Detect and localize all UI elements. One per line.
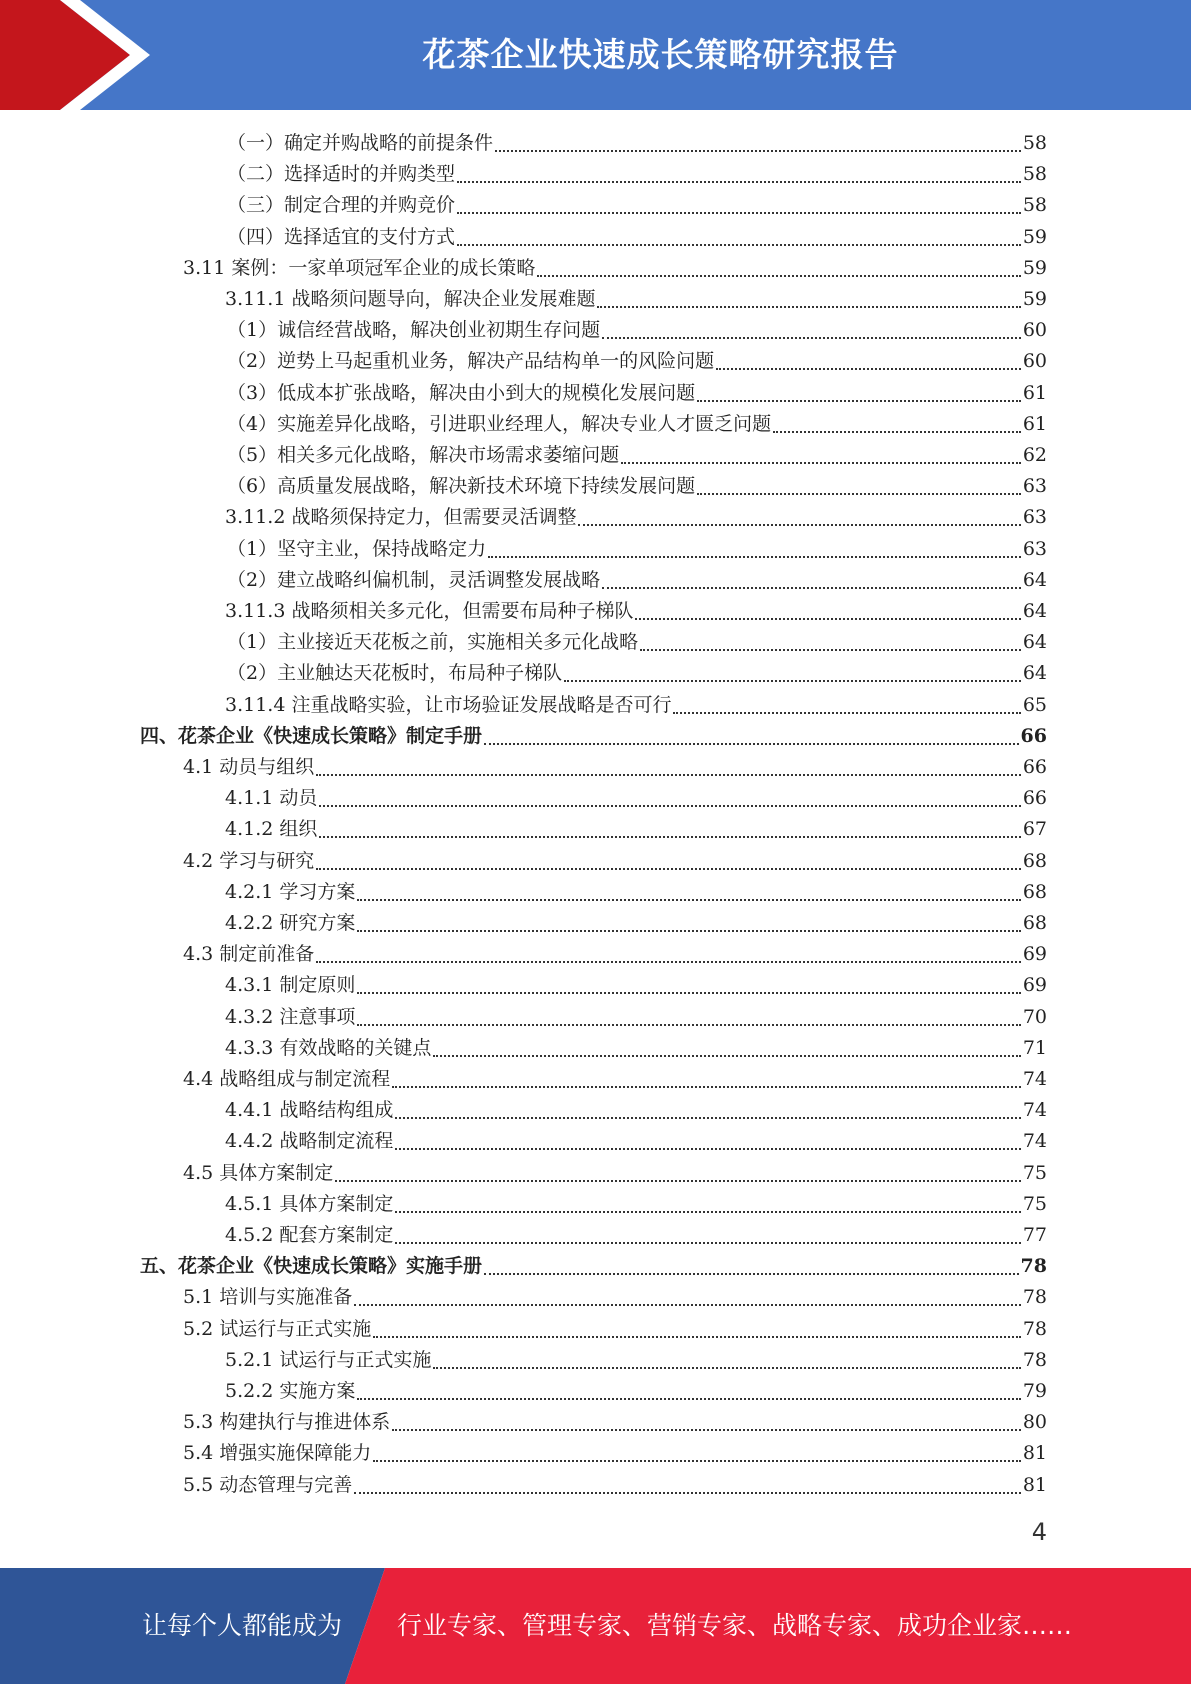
toc-leader-dots	[433, 1054, 1020, 1057]
toc-entry-page: 81	[1022, 1473, 1047, 1496]
toc-leader-dots	[395, 1116, 1020, 1119]
toc-entry[interactable]	[225, 908, 1047, 939]
toc-leader-dots	[357, 991, 1020, 994]
toc-leader-dots	[457, 243, 1021, 246]
toc-leader-dots	[640, 648, 1021, 651]
toc-leader-dots	[697, 492, 1021, 495]
toc-entry-page: 78	[1022, 1348, 1047, 1371]
toc-leader-dots	[357, 1023, 1020, 1026]
toc-entry-page: 78	[1020, 1255, 1047, 1278]
toc-entry[interactable]	[227, 534, 1047, 565]
toc-leader-dots	[773, 430, 1021, 433]
toc-entry-page: 68	[1022, 880, 1047, 903]
toc-leader-dots	[354, 1491, 1021, 1494]
toc-entry-page: 69	[1022, 943, 1047, 966]
toc-leader-dots	[602, 336, 1021, 339]
toc-entry-label: 五、花茶企业《快速成长策略》实施手册	[140, 1255, 483, 1278]
toc-leader-dots	[395, 1241, 1020, 1244]
toc-entry-page: 74	[1022, 1099, 1047, 1122]
toc-entry-page: 58	[1022, 194, 1047, 217]
toc-entry-label: （二）选择适时的并购类型	[227, 163, 456, 186]
toc-leader-dots	[716, 367, 1021, 370]
toc-entry[interactable]	[183, 752, 1047, 783]
toc-entry-page: 81	[1022, 1442, 1047, 1465]
toc-entry-label: （5）相关多元化战略，解决市场需求萎缩问题	[227, 444, 620, 466]
toc-leader-dots	[392, 1428, 1021, 1431]
footer-slogan-left: 让每个人都能成为	[142, 1611, 343, 1640]
toc-entry[interactable]	[227, 378, 1047, 409]
toc-entry[interactable]	[225, 502, 1047, 533]
toc-entry-label: 4.1.1 动员	[225, 787, 318, 810]
toc-entry-label: 5.1 培训与实施准备	[183, 1286, 353, 1309]
toc-leader-dots	[319, 835, 1020, 838]
toc-entry[interactable]	[183, 939, 1047, 970]
toc-entry-label: 4.3.3 有效战略的关键点	[225, 1036, 432, 1059]
toc-entry-label: 4.5 具体方案制定	[183, 1161, 334, 1184]
toc-leader-dots	[484, 1272, 1019, 1275]
toc-entry-page: 78	[1022, 1317, 1047, 1340]
toc-entry-label: 5.2.2 实施方案	[225, 1380, 356, 1402]
toc-leader-dots	[457, 211, 1021, 214]
toc-leader-dots	[335, 1179, 1021, 1182]
toc-entry-label: （四）选择适宜的支付方式	[227, 225, 456, 248]
toc-entry-label: 3.11.1 战略须问题导向，解决企业发展难题	[225, 288, 596, 310]
toc-entry[interactable]	[227, 627, 1047, 658]
toc-entry-label: 4.2.1 学习方案	[225, 880, 356, 903]
toc-leader-dots	[621, 461, 1021, 464]
toc-entry-label: 5.3 构建执行与推进体系	[183, 1411, 391, 1434]
toc-entry-page: 66	[1020, 724, 1047, 747]
toc-entry-page: 63	[1022, 506, 1047, 529]
toc-leader-dots	[319, 804, 1020, 807]
toc-leader-dots	[457, 180, 1021, 183]
toc-entry[interactable]	[140, 1251, 1047, 1282]
toc-entry-label: 5.4 增强实施保障能力	[183, 1442, 372, 1465]
toc-entry-page: 77	[1022, 1224, 1047, 1246]
toc-leader-dots	[357, 1397, 1020, 1400]
toc-entry-label: 4.5.2 配套方案制定	[225, 1224, 394, 1246]
toc-entry-label: 4.2.2 研究方案	[225, 912, 356, 934]
toc-entry-label: 3.11 案例：一家单项冠军企业的成长策略	[183, 256, 536, 279]
toc-entry-label: 4.4.2 战略制定流程	[225, 1130, 394, 1153]
toc-leader-dots	[316, 960, 1021, 963]
toc-entry-page: 62	[1022, 444, 1047, 466]
toc-entry-page: 75	[1022, 1161, 1047, 1184]
toc-entry[interactable]	[225, 1376, 1047, 1407]
toc-leader-dots	[392, 1085, 1021, 1088]
toc-entry[interactable]	[183, 1282, 1047, 1313]
toc-entry-label: 3.11.3 战略须相关多元化，但需要布局种子梯队	[225, 600, 634, 622]
toc-entry-label: （1）诚信经营战略，解决创业初期生存问题	[227, 319, 601, 342]
toc-entry[interactable]	[225, 596, 1047, 627]
toc-leader-dots	[433, 1366, 1020, 1369]
toc-entry[interactable]	[183, 1407, 1047, 1438]
toc-entry-label: 4.3 制定前准备	[183, 943, 315, 966]
toc-entry-page: 71	[1022, 1036, 1047, 1059]
toc-entry[interactable]	[227, 159, 1047, 190]
toc-leader-dots	[564, 679, 1021, 682]
toc-entry[interactable]	[225, 1033, 1047, 1064]
toc-entry-page: 66	[1022, 787, 1047, 810]
toc-leader-dots	[578, 523, 1020, 526]
toc-entry-label: 4.1.2 组织	[225, 818, 318, 841]
toc-entry[interactable]	[225, 1189, 1047, 1220]
toc-entry[interactable]	[183, 846, 1047, 877]
toc-entry-page: 78	[1022, 1286, 1047, 1309]
toc-leader-dots	[395, 1210, 1020, 1213]
toc-entry[interactable]	[225, 814, 1047, 845]
toc-entry-page: 69	[1022, 974, 1047, 997]
toc-leader-dots	[373, 1459, 1021, 1462]
toc-entry-label: （3）低成本扩张战略，解决由小到大的规模化发展问题	[227, 381, 696, 404]
toc-entry[interactable]	[227, 315, 1047, 346]
toc-entry-page: 64	[1022, 631, 1047, 654]
toc-entry-label: 4.3.2 注意事项	[225, 1005, 356, 1028]
toc-entry[interactable]	[183, 1470, 1047, 1501]
toc-entry[interactable]	[227, 190, 1047, 221]
toc-entry-page: 60	[1022, 350, 1047, 373]
toc-entry-page: 61	[1022, 381, 1047, 404]
toc-entry-page: 64	[1022, 600, 1047, 622]
toc-leader-dots	[537, 274, 1020, 277]
toc-entry-label: 5.2 试运行与正式实施	[183, 1317, 372, 1340]
toc-entry-label: （三）制定合理的并购竞价	[227, 194, 456, 217]
toc-entry-page: 74	[1022, 1068, 1047, 1090]
toc-entry-page: 58	[1022, 163, 1047, 186]
toc-entry-page: 60	[1022, 319, 1047, 342]
toc-entry-label: （2）建立战略纠偏机制，灵活调整发展战略	[227, 568, 601, 591]
toc-entry-label: （6）高质量发展战略，解决新技术环境下持续发展问题	[227, 475, 696, 498]
toc-entry[interactable]	[183, 1064, 1047, 1095]
toc-entry[interactable]	[227, 346, 1047, 377]
toc-entry-page: 68	[1022, 849, 1047, 872]
toc-leader-dots	[316, 773, 1021, 776]
toc-entry-label: 4.3.1 制定原则	[225, 974, 356, 997]
toc-leader-dots	[354, 1303, 1021, 1306]
report-title: 花茶企业快速成长策略研究报告	[422, 35, 899, 74]
toc-entry[interactable]	[140, 721, 1047, 752]
toc-entry-page: 61	[1022, 412, 1047, 435]
toc-entry-page: 65	[1022, 693, 1047, 716]
toc-entry-label: （2）逆势上马起重机业务，解决产品结构单一的风险问题	[227, 350, 715, 373]
footer-slogan-right: 行业专家、管理专家、营销专家、战略专家、成功企业家……	[397, 1611, 1073, 1640]
toc-entry[interactable]	[227, 128, 1047, 159]
toc-entry-label: 4.1 动员与组织	[183, 756, 315, 778]
page-footer	[0, 1568, 1191, 1684]
toc-entry-label: （1）主业接近天花板之前，实施相关多元化战略	[227, 631, 639, 654]
toc-entry[interactable]	[225, 690, 1047, 721]
page-header	[0, 0, 1191, 110]
toc-entry-page: 59	[1022, 256, 1047, 279]
toc-leader-dots	[316, 867, 1021, 870]
page-number: 4	[1031, 1518, 1047, 1546]
toc-entry-page: 74	[1022, 1130, 1047, 1153]
toc-entry-page: 68	[1022, 912, 1047, 934]
toc-entry[interactable]	[225, 284, 1047, 315]
toc-entry[interactable]	[225, 1345, 1047, 1376]
toc-entry[interactable]	[227, 440, 1047, 471]
toc-leader-dots	[697, 399, 1021, 402]
toc-leader-dots	[357, 929, 1020, 932]
toc-leader-dots	[673, 711, 1020, 714]
toc-leader-dots	[602, 586, 1021, 589]
toc-entry[interactable]	[183, 1158, 1047, 1189]
toc-leader-dots	[597, 305, 1020, 308]
toc-entry-label: 4.5.1 具体方案制定	[225, 1192, 394, 1215]
toc-entry-label: （2）主业触达天花板时，布局种子梯队	[227, 662, 563, 685]
toc-entry-page: 59	[1022, 288, 1047, 310]
toc-entry[interactable]	[225, 783, 1047, 814]
toc-leader-dots	[373, 1335, 1021, 1338]
toc-entry[interactable]	[183, 1438, 1047, 1469]
toc-entry[interactable]	[225, 877, 1047, 908]
toc-entry-label: 5.5 动态管理与完善	[183, 1473, 353, 1496]
toc-entry[interactable]	[227, 222, 1047, 253]
toc-entry-page: 75	[1022, 1192, 1047, 1215]
toc-entry-label: 4.4.1 战略结构组成	[225, 1099, 394, 1122]
toc-entry[interactable]	[183, 253, 1047, 284]
toc-entry[interactable]	[225, 1220, 1047, 1251]
toc-entry[interactable]	[227, 471, 1047, 502]
toc-entry-page: 70	[1022, 1005, 1047, 1028]
toc-entry-page: 66	[1022, 756, 1047, 778]
toc-entry-page: 67	[1022, 818, 1047, 841]
toc-leader-dots	[395, 1147, 1020, 1150]
toc-entry-page: 59	[1022, 225, 1047, 248]
toc-entry-label: 4.2 学习与研究	[183, 849, 315, 872]
toc-entry[interactable]	[183, 1314, 1047, 1345]
toc-entry[interactable]	[227, 409, 1047, 440]
toc-entry-label: （1）坚守主业，保持战略定力	[227, 537, 487, 560]
toc-entry[interactable]	[225, 1095, 1047, 1126]
toc-entry-label: 3.11.4 注重战略实验，让市场验证发展战略是否可行	[225, 693, 672, 716]
toc-leader-dots	[357, 898, 1020, 901]
toc-entry[interactable]	[225, 1002, 1047, 1033]
toc-entry-page: 63	[1022, 537, 1047, 560]
toc-entry-page: 79	[1022, 1380, 1047, 1402]
toc-leader-dots	[488, 555, 1021, 558]
toc-leader-dots	[484, 742, 1019, 745]
toc-entry[interactable]	[227, 658, 1047, 689]
toc-entry-label: 4.4 战略组成与制定流程	[183, 1068, 391, 1090]
toc-entry-page: 64	[1022, 662, 1047, 685]
toc-entry-page: 80	[1022, 1411, 1047, 1434]
toc-entry[interactable]	[227, 565, 1047, 596]
toc-entry-label: 3.11.2 战略须保持定力，但需要灵活调整	[225, 506, 577, 529]
toc-entry-page: 58	[1022, 132, 1047, 154]
toc-leader-dots	[635, 617, 1020, 620]
toc-entry-page: 63	[1022, 475, 1047, 498]
toc-entry-label: （4）实施差异化战略，引进职业经理人，解决专业人才匮乏问题	[227, 412, 772, 435]
toc-entry-label: （一）确定并购战略的前提条件	[227, 132, 494, 154]
toc-entry[interactable]	[225, 1126, 1047, 1157]
toc-leader-dots	[495, 149, 1021, 152]
toc-entry-page: 64	[1022, 568, 1047, 591]
toc-entry-label: 5.2.1 试运行与正式实施	[225, 1348, 432, 1371]
toc-entry-label: 四、花茶企业《快速成长策略》制定手册	[140, 724, 483, 747]
toc-entry[interactable]	[225, 970, 1047, 1001]
